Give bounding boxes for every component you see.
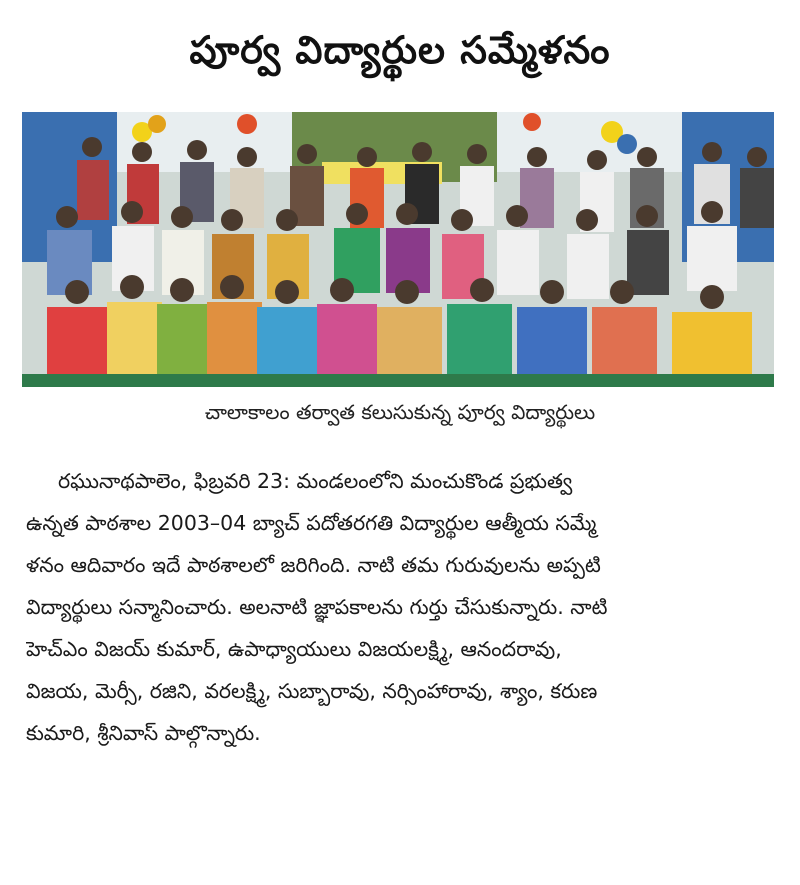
body-line: ళనం ఆదివారం ఇదే పాఠశాలలో జరిగింది. నాటి తమ గురువులను అప్పటి [26, 553, 601, 577]
article-headline: పూర్వ విద్యార్థుల సమ్మేళనం [189, 28, 611, 72]
group-photo [22, 112, 774, 387]
body-line: విద్యార్థులు సన్మానించారు. అలనాటి జ్ఞాపకాలను గుర్తు చేసుకున్నారు. నాటి [26, 595, 608, 619]
article-body [26, 460, 776, 754]
body-line: కుమారి, శ్రీనివాస్ పాల్గొన్నారు. [26, 721, 261, 745]
body-line: ఉన్నత పాఠశాల 2003–04 బ్యాచ్ పదోతరగతి విద్యార్థుల ఆత్మీయ సమ్మే [26, 511, 597, 535]
body-line: హెచ్ఎం విజయ్ కుమార్, ఉపాధ్యాయులు విజయలక్ష్మి, ఆనందరావు, [26, 637, 562, 661]
body-line: రఘునాథపాలెం, ఫిబ్రవరి 23: మండలంలోని మంచుకొండ ప్రభుత్వ [58, 469, 573, 493]
body-line: విజయ, మెర్సీ, రజిని, వరలక్ష్మి, సుబ్బారావు, నర్సింహారావు, శ్యాం, కరుణ [26, 679, 598, 703]
clipped-previous-text-fragment [22, 0, 29, 12]
photo-caption: చాలాకాలం తర్వాత కలుసుకున్న పూర్వ విద్యార్థులు [204, 400, 596, 424]
